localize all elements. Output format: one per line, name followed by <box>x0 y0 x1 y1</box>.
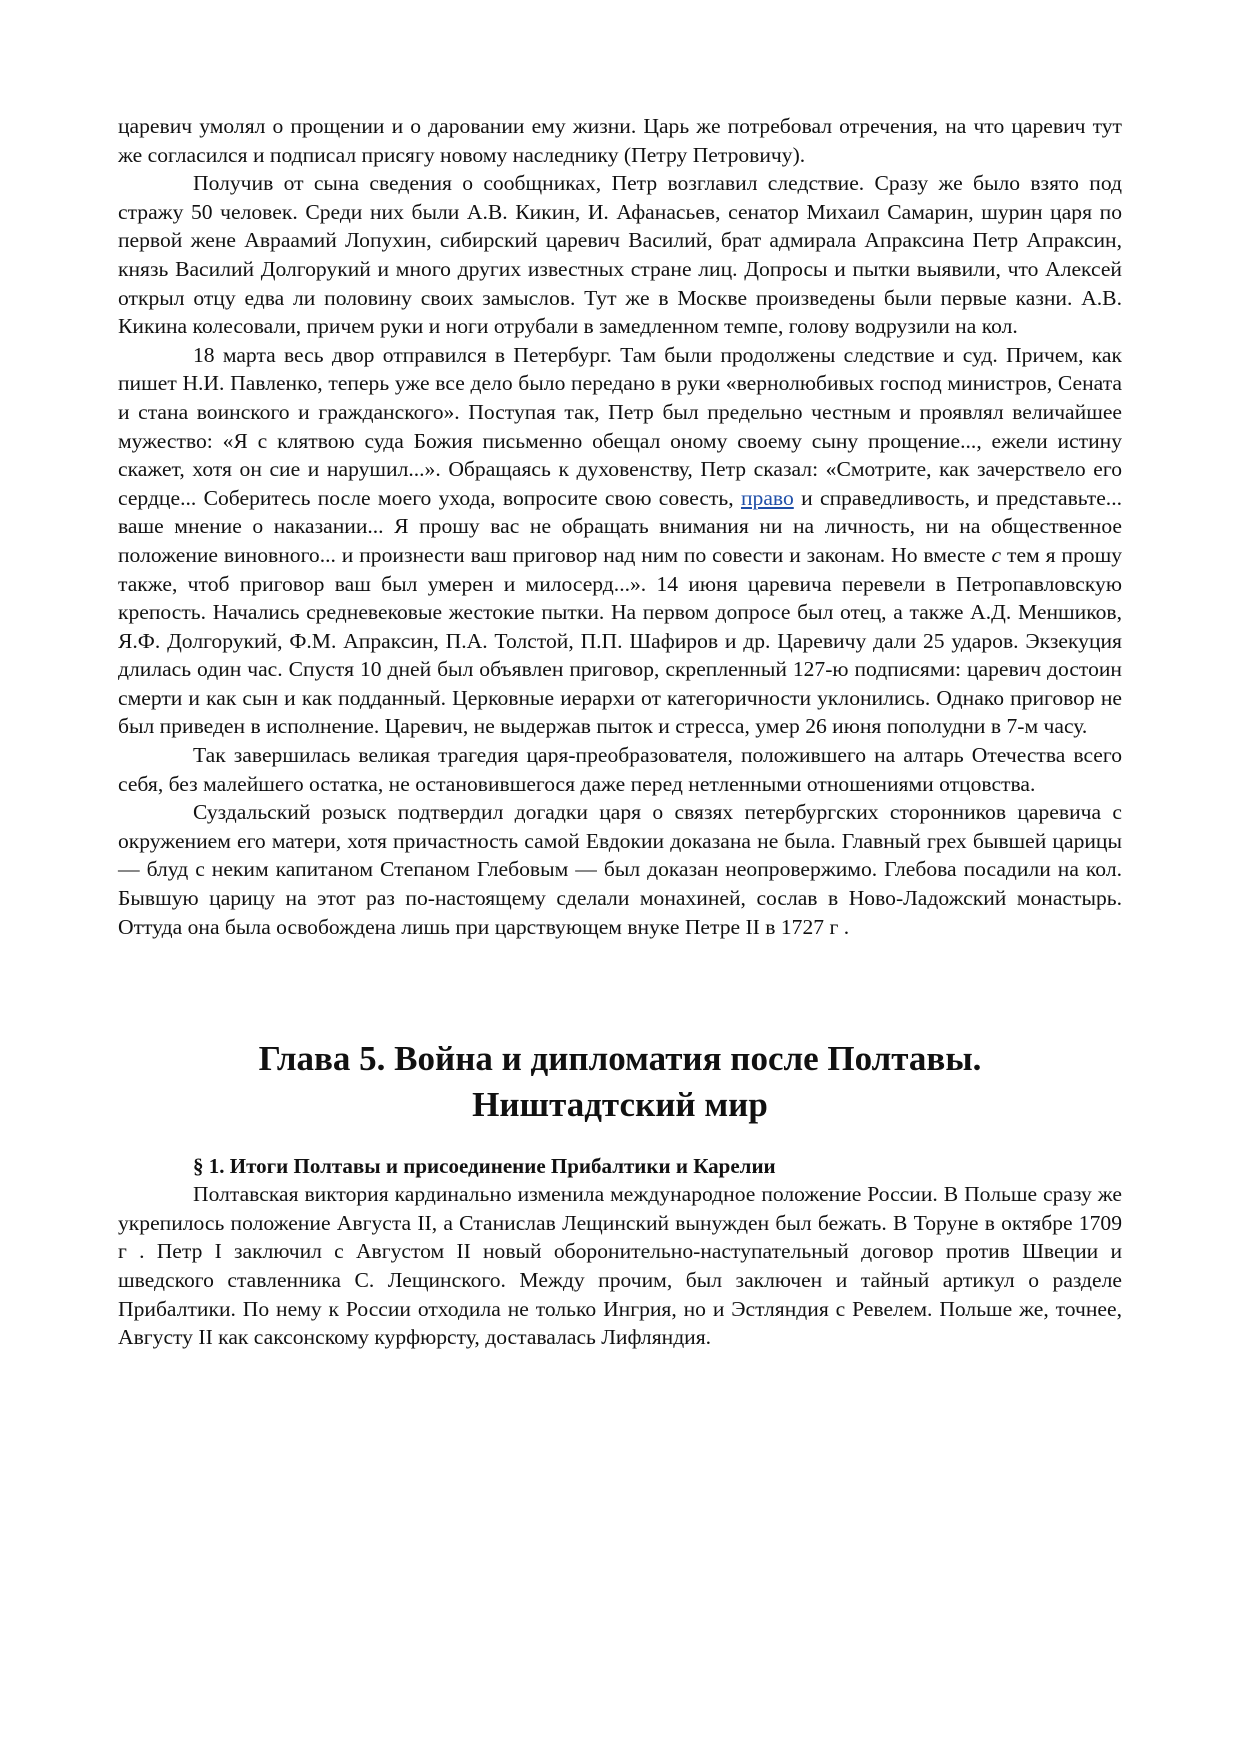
paragraph-trial-text-1: 18 марта весь двор отправился в Петербург. Там были продолжены следствие и суд. Причем, как пишет Н.И. Павленко, теперь уже все дело было передано в руки «вернолюбивых господ министров, Сената и стана воинского и гражданского». Поступая так, Петр был предельно честным и проявлял величайшее мужество: «Я с клятвою суда Божия письменно обещал оному своему сыну прощение..., ежели истину скажет, хотя он сие и нарушил...». Обращаясь к духовенству, Петр сказал: «Смотрите, как зачерствело его сердце... Соберитесь после моего ухода, вопросите свою совесть, <box>118 342 1122 510</box>
chapter-title <box>118 1036 1122 1128</box>
document-page <box>118 112 1122 1352</box>
paragraph-trial-italic: с <box>991 542 1002 567</box>
section-title: § 1. Итоги Полтавы и присоединение Прибалтики и Карелии <box>193 1153 776 1178</box>
paragraph-trial-text-2: и справедливость, и представьте... ваше мнение о наказании... Я прошу вас не обращать внимания ни на личность, ни на общественное положение виновного... и произнести ваш приговор над ним по совести и законам. Но вместе <box>118 485 1123 567</box>
paragraph-suzdal: Суздальский розыск подтвердил догадки царя о связях петербургских сторонников царевича с окружением его матери, хотя причастность самой Евдокии доказана не была. Главный грех бывшей царицы — блуд с неким капитаном Степаном Глебовым — был доказан неопровержимо. Глебова посадили на кол. Бывшую царицу на этот раз по-настоящему сделали монахиней, сослав в Ново-Ладожский монастырь. Оттуда она была освобождена лишь при царствующем внуке Петре II в 1727 г . <box>118 800 1122 939</box>
pravo-link[interactable]: право <box>740 485 794 510</box>
paragraph-tragedy: Так завершилась великая трагедия царя-преобразователя, положившего на алтарь Отечества всего себя, без малейшего остатка, не остановившегося даже перед нетленными отношениями отцовства. <box>118 743 1122 796</box>
chapter-title-line-1: Глава 5. Война и дипломатия после Полтавы. <box>258 1039 982 1079</box>
paragraph-investigation: Получив от сына сведения о сообщниках, Петр возглавил следствие. Сразу же было взято под стражу 50 человек. Среди них были А.В. Кикин, И. Афанасьев, сенатор Михаил Самарин, шурин царя по первой жене Авраамий Лопухин, сибирский царевич Василий, брат адмирала Апраксина Петр Апраксин, князь Василий Долгорукий и много других известных стране лиц. Допросы и пытки выявили, что Алексей открыл отцу едва ли половину своих замыслов. Тут же в Москве произведены были первые казни. А.В. Кикина колесовали, причем руки и ноги отрубали в замедленном темпе, голову водрузили на кол. <box>118 171 1122 339</box>
paragraph-trial <box>118 341 1122 741</box>
paragraph-trial-text-3: тем я прошу также, чтоб приговор ваш был умерен и милосерд...». 14 июня царевича перевели в Петропавловскую крепость. Начались средневековые жестокие пытки. На первом допросе был отец, а также А.Д. Меншиков, Я.Ф. Долгорукий, Ф.М. Апраксин, П.А. Толстой, П.П. Шафиров и др. Царевичу дали 25 ударов. Экзекуция длилась один час. Спустя 10 дней был объявлен приговор, скрепленный 127-ю подписями: царевич достоин смерти и как сын и как подданный. Церковные иерархи от категоричности уклонились. Однако приговор не был приведен в исполнение. Царевич, не выдержав пыток и стресса, умер 26 июня пополудни в 7-м часу. <box>118 542 1123 739</box>
paragraph-poltava: Полтавская виктория кардинально изменила международное положение России. В Польше сразу же укрепилось положение Августа II, а Станислав Лещинский вынужден был бежать. В Торуне в октябре 1709 г . Петр I заключил с Августом II новый оборонительно-наступательный договор против Швеции и шведского ставленника С. Лещинского. Между прочим, был заключен и тайный артикул о разделе Прибалтики. По нему к России отходила не только Ингрия, но и Эстляндия с Ревелем. Польше же, точнее, Августу II как саксонскому курфюрсту, доставалась Лифляндия. <box>118 1182 1122 1350</box>
chapter-title-line-2: Ништадтский мир <box>472 1085 768 1125</box>
paragraph-continuation: царевич умолял о прощении и о даровании ему жизни. Царь же потребовал отречения, на что царевич тут же согласился и подписал присягу новому наследнику (Петру Петровичу). <box>118 114 1122 167</box>
